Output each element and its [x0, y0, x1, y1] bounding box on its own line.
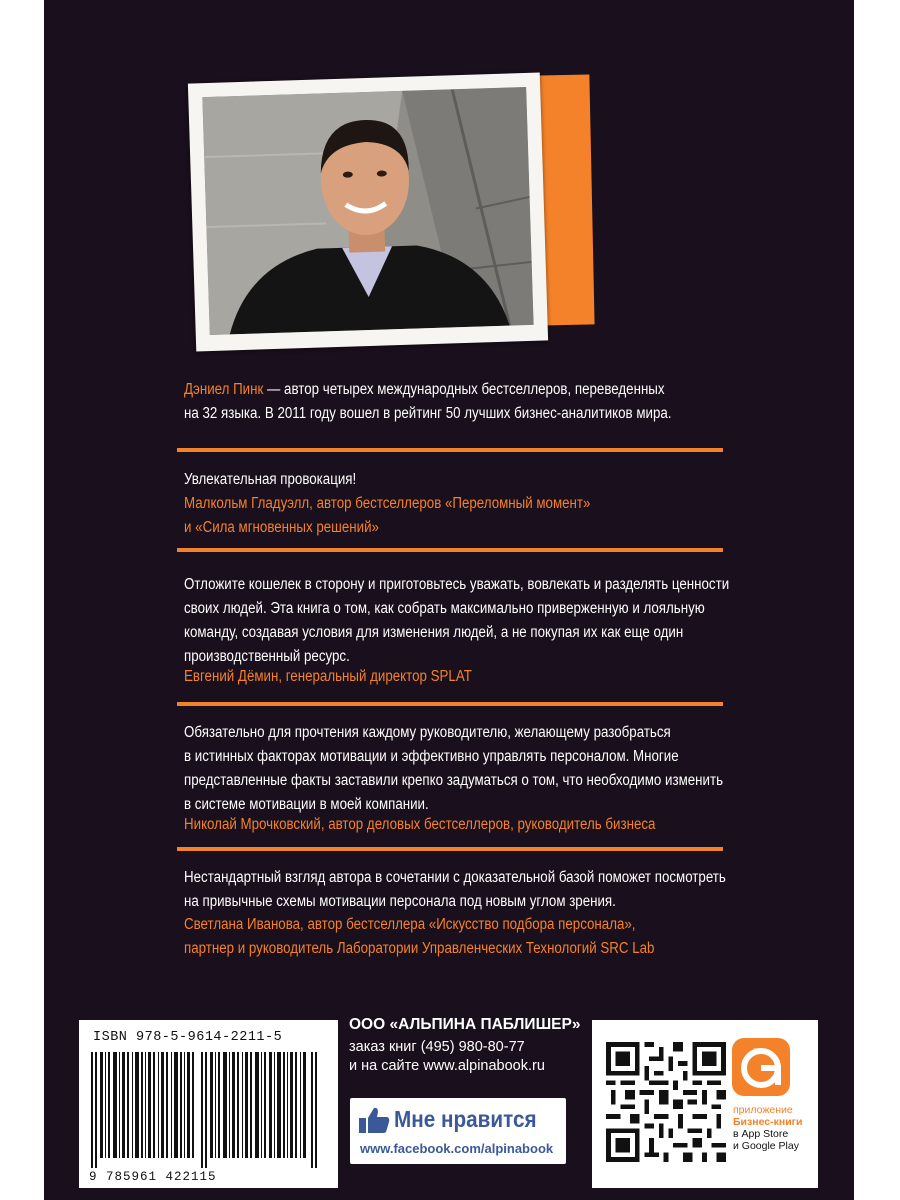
quote-3-line-1: Обязательно для прочтения каждому руководителю, желающему разобраться: [184, 724, 671, 741]
barcode-icon: [91, 1052, 326, 1168]
divider: [177, 702, 723, 706]
publisher-order-phone: заказ книг (495) 980-80-77: [349, 1039, 525, 1055]
quote-2-attribution-1: Евгений Дёмин, генеральный директор SPLAT: [184, 668, 472, 685]
facebook-like-label: Мне нравится: [394, 1106, 537, 1132]
quote-2-line-1: Отложите кошелек в сторону и приготовьтесь уважать, вовлекать и разделять ценности: [184, 576, 730, 593]
quote-4-attribution-2: партнер и руководитель Лаборатории Управленческих Технологий SRC Lab: [184, 940, 655, 957]
quote-2-line-4: производственный ресурс.: [184, 648, 350, 665]
author-photo: [202, 87, 533, 335]
thumbs-up-icon: [358, 1106, 390, 1134]
business-books-app-icon[interactable]: [732, 1038, 790, 1096]
author-name: Дэниел Пинк: [184, 381, 264, 398]
publisher-website[interactable]: и на сайте www.alpinabook.ru: [349, 1058, 545, 1074]
divider: [177, 448, 723, 452]
isbn-block: [79, 1020, 338, 1188]
app-promo-line-4: и Google Play: [733, 1140, 799, 1152]
barcode-number: 9 785961 422115: [89, 1170, 217, 1184]
author-portrait-icon: [202, 87, 533, 335]
facebook-like-badge[interactable]: [350, 1098, 566, 1164]
author-photo-frame: [188, 73, 548, 352]
publisher-name: ООО «АЛЬПИНА ПАБЛИШЕР»: [349, 1016, 581, 1033]
quote-4-line-1: Нестандартный взгляд автора в сочетании с доказательной базой поможет посмотреть: [184, 869, 726, 886]
quote-1-attribution-2: и «Сила мгновенных решений»: [184, 519, 379, 536]
quote-3-line-2: в истинных факторах мотивации и эффективно управлять персоналом. Многие: [184, 748, 679, 765]
quote-4-line-2: на привычные схемы мотивации персонала под новым углом зрения.: [184, 893, 616, 910]
app-logo-icon: [732, 1038, 790, 1096]
app-promo-line-1: приложение: [733, 1104, 793, 1116]
divider: [177, 847, 723, 851]
author-bio-line-1: Дэниел Пинк — автор четырех международных бестселлеров, переведенных: [184, 381, 665, 398]
quote-2-line-2: своих людей. Эта книга о том, как собрать максимально приверженную и лояльную: [184, 600, 705, 617]
quote-3-line-3: представленные факты заставили крепко задуматься о том, что необходимо изменить: [184, 772, 724, 789]
quote-4-attribution-1: Светлана Иванова, автор бестселлера «Искусство подбора персонала»,: [184, 916, 636, 933]
quote-2-line-3: команду, создавая условия для изменения людей, а не покупая их как еще один: [184, 624, 684, 641]
quote-3-line-4: в системе мотивации в моей компании.: [184, 796, 429, 813]
author-bio-line-2: на 32 языка. В 2011 году вошел в рейтинг 50 лучших бизнес-аналитиков мира.: [184, 405, 672, 422]
quote-1-line-1: Увлекательная провокация!: [184, 471, 357, 488]
app-promo-block: [592, 1020, 818, 1188]
qr-code-icon[interactable]: [606, 1042, 726, 1162]
facebook-url[interactable]: www.facebook.com/alpinabook: [360, 1141, 554, 1156]
divider: [177, 548, 723, 552]
quote-3-attribution-1: Николай Мрочковский, автор деловых бестселлеров, руководитель бизнеса: [184, 816, 656, 833]
quote-1-attribution-1: Малкольм Гладуэлл, автор бестселлеров «Переломный момент»: [184, 495, 591, 512]
isbn-label: ISBN 978-5-9614-2211-5: [93, 1030, 283, 1045]
app-promo-line-2: Бизнес-книги: [733, 1116, 803, 1128]
app-promo-line-3: в App Store: [733, 1128, 789, 1140]
back-cover: [44, 0, 854, 1200]
